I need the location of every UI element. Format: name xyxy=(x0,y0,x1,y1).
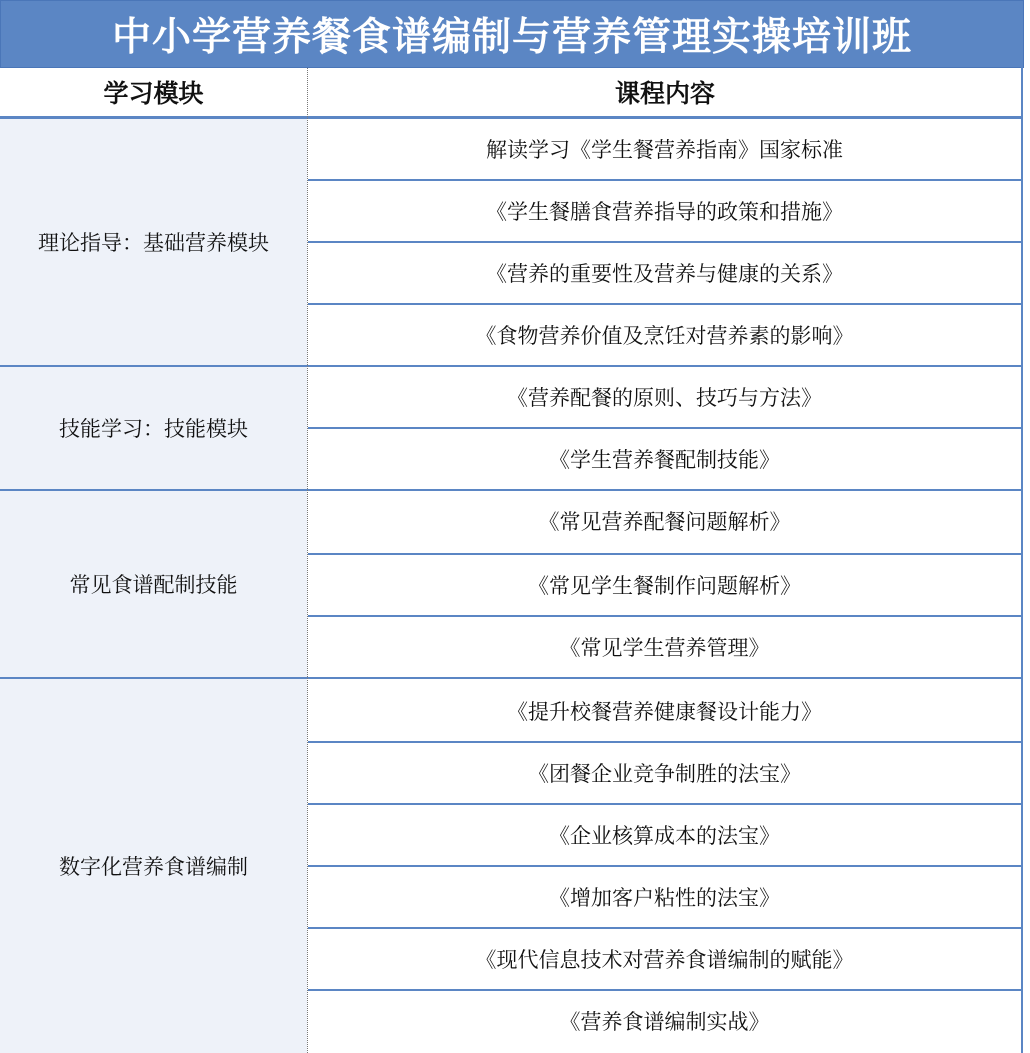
course-cell: 《学生餐膳食营养指导的政策和措施》 xyxy=(308,181,1021,241)
course-cell: 《学生营养餐配制技能》 xyxy=(308,429,1021,489)
module-cell: 理论指导：基础营养模块 xyxy=(0,119,307,365)
column-divider xyxy=(307,68,308,1053)
course-cell: 《企业核算成本的法宝》 xyxy=(308,805,1021,865)
module-cell: 常见食谱配制技能 xyxy=(0,491,307,677)
header-module: 学习模块 xyxy=(103,79,204,108)
header-content: 课程内容 xyxy=(614,79,715,108)
table-header xyxy=(0,68,1022,119)
course-cell: 《食物营养价值及烹饪对营养素的影响》 xyxy=(308,305,1021,365)
table-right-border xyxy=(1021,66,1023,1053)
course-cell: 《提升校餐营养健康餐设计能力》 xyxy=(308,681,1021,741)
module-cell: 技能学习：技能模块 xyxy=(0,367,307,489)
page-title: 中小学营养餐食谱编制与营养管理实操培训班 xyxy=(111,15,912,60)
course-cell: 《常见学生餐制作问题解析》 xyxy=(308,555,1021,615)
course-cell: 《营养配餐的原则、技巧与方法》 xyxy=(308,367,1021,427)
module-cell: 数字化营养食谱编制 xyxy=(0,679,307,1053)
course-cell: 《现代信息技术对营养食谱编制的赋能》 xyxy=(308,929,1021,989)
course-cell: 《营养的重要性及营养与健康的关系》 xyxy=(308,243,1021,303)
course-cell: 《团餐企业竞争制胜的法宝》 xyxy=(308,743,1021,803)
title-bar xyxy=(0,0,1024,68)
course-cell: 《营养食谱编制实战》 xyxy=(308,991,1021,1051)
course-cell: 解读学习《学生餐营养指南》国家标准 xyxy=(308,119,1021,179)
course-cell: 《常见营养配餐问题解析》 xyxy=(308,491,1021,551)
course-cell: 《增加客户粘性的法宝》 xyxy=(308,867,1021,927)
course-cell: 《常见学生营养管理》 xyxy=(308,617,1021,677)
